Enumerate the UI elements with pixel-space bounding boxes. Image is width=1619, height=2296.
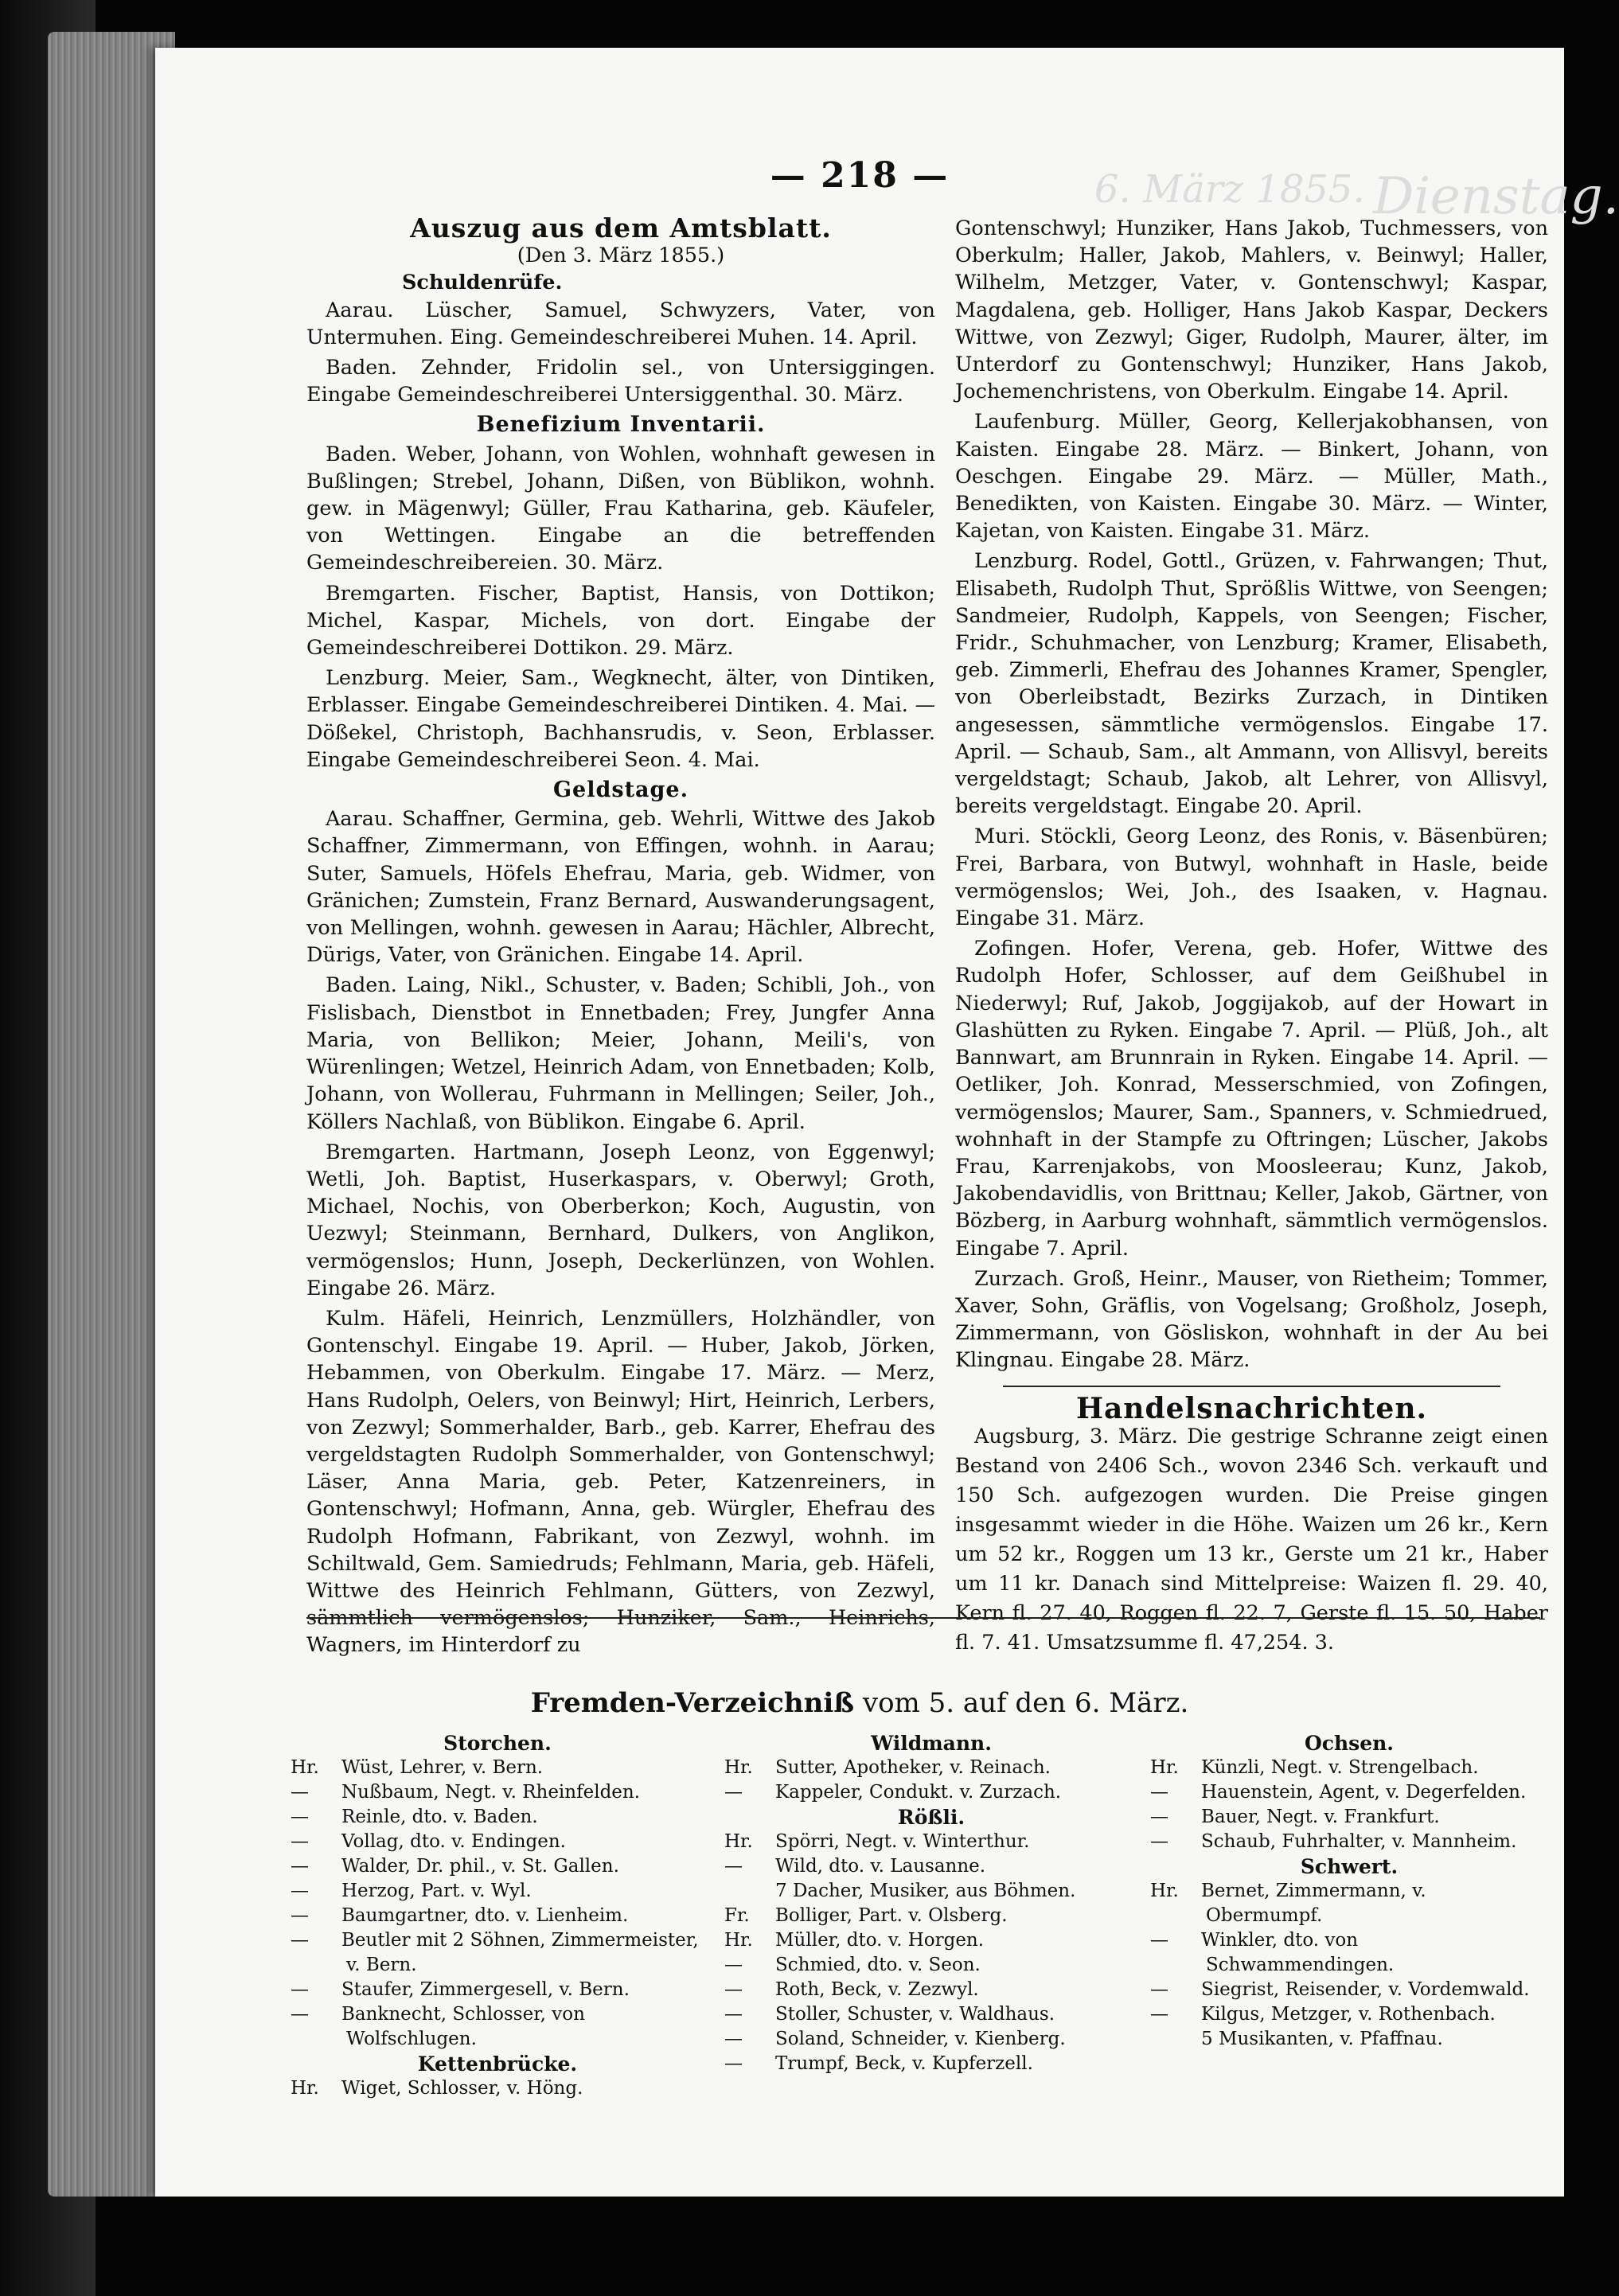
guest-prefix: Hr. (724, 1930, 753, 1951)
entry-paragraph: Bremgarten. Hartmann, Joseph Leonz, von Eggenwyl; Wetli, Joh. Baptist, Huserkaspars, v. Oberwyl; Groth, Michael, Nochis, von Oberberkon; Koch, Augustin, von Uezwyl; Steinmann, Bernhard, Dulkers, von Anglikon, vermögenslos; Hunn, Joseph, Deckerlünzen, von Wohlen. Eingabe 26. März. (306, 1140, 935, 1300)
guest-entry (1150, 1978, 1548, 2002)
entry-paragraph: Laufenburg. Müller, Georg, Kellerjakobhansen, von Kaisten. Eingabe 28. März. — Binkert, Johann, von Oeschgen. Eingabe 29. März. — Müller, Math., Benedikten, von Kaisten. Eingabe 30. März. — Winter, Kajetan, von Kaisten. Eingabe 31. März. (955, 410, 1548, 544)
guest-text: Bauer, Negt. v. Frankfurt. (1201, 1807, 1440, 1827)
guest-entry (291, 1928, 704, 1978)
guest-prefix: — (724, 2029, 743, 2049)
guest-text: Nußbaum, Negt. v. Rheinfelden. (341, 1782, 641, 1803)
newspaper-page (155, 48, 1619, 2197)
guest-entry (291, 1978, 704, 2002)
guest-column-2 (724, 1731, 1138, 2076)
page-number: — 218 — (770, 155, 950, 196)
guest-prefix: — (1150, 1807, 1168, 1827)
guest-text: Vollag, dto. v. Endingen. (341, 1831, 566, 1852)
guest-prefix: — (724, 1856, 743, 1877)
guest-text: Soland, Schneider, v. Kienberg. (775, 2029, 1066, 2049)
guest-entry (724, 1830, 1138, 1854)
guest-text: Siegrist, Reisender, v. Vordemwald. (1201, 1979, 1530, 2000)
guest-text: Winkler, dto. von Schwammendingen. (1201, 1930, 1395, 1975)
guest-text: Wiget, Schlosser, v. Höng. (341, 2078, 583, 2099)
hotel-name: Ochsen. (1304, 1732, 1395, 1755)
entry-paragraph: Aarau. Lüscher, Samuel, Schwyzers, Vater, von Untermuhen. Eing. Gemeindeschreiberei Muhen. 14. April. (306, 298, 935, 349)
guest-prefix: — (724, 2053, 743, 2074)
entry-paragraph: Bremgarten. Fischer, Baptist, Hansis, von Dottikon; Michel, Kaspar, Michels, von dort. Eingabe der Gemeindeschreiberei Dottikon. 29. März. (306, 581, 935, 661)
hotel-name: Schwert. (1300, 1855, 1399, 1878)
guest-entry (724, 1953, 1138, 1978)
guest-text: Spörri, Negt. v. Winterthur. (775, 1831, 1030, 1852)
hotel-name: Rößli. (897, 1806, 966, 1829)
guest-list-title (155, 1687, 1564, 1719)
guest-list-title-bold: Fremden-Verzeichniß (530, 1687, 855, 1719)
left-column (306, 212, 935, 1663)
guest-entry (724, 1854, 1138, 1879)
guest-text: Bolliger, Part. v. Olsberg. (775, 1905, 1008, 1926)
heading-geldstage: Geldstage. (553, 778, 689, 803)
guest-prefix: Hr. (291, 2078, 319, 2099)
guest-text: Baumgartner, dto. v. Lienheim. (341, 1905, 629, 1926)
entry-paragraph: Lenzburg. Meier, Sam., Wegknecht, älter, von Dintiken, Erblasser. Eingabe Gemeindeschreiberei Dintiken. 4. Mai. — Dößekel, Christoph, Bachhansrudis, v. Seon, Erblasser. Eingabe Gemeindeschreiberei Seon. 4. Mai. (306, 666, 935, 772)
guest-entry (1150, 1756, 1548, 1780)
guest-prefix: — (291, 1782, 309, 1803)
guest-prefix: Hr. (724, 1757, 753, 1778)
entry-paragraph: Lenzburg. Rodel, Gottl., Grüzen, v. Fahrwangen; Thut, Elisabeth, Rudolph Thut, Sprößlis Wittwe, von Seengen; Sandmeier, Rudolph, Kappels, von Seengen; Fischer, Fridr., Schuhmacher, von Lenzburg; Kramer, Elisabeth, geb. Zimmerli, Ehefrau des Johannes Kramer, Spengler, von Oberleibstadt, Bezirks Zurzach, in Dintiken angesessen, sämmtliche vermögenslos. Eingabe 17. April. — Schaub, Sam., alt Ammann, von Allisvyl, bereits vergeldstagt; Schaub, Jakob, alt Lehrer, von Allisvyl, bereits vergeldstagt. Eingabe 20. April. (955, 549, 1548, 819)
guest-prefix: — (291, 1831, 309, 1852)
guest-prefix: — (291, 1807, 309, 1827)
guest-entry (291, 1780, 704, 1805)
guest-text: Bernet, Zimmermann, v. Obermumpf. (1201, 1881, 1426, 1926)
divider (1003, 1386, 1500, 1387)
guest-entry (291, 1830, 704, 1854)
guest-text: Herzog, Part. v. Wyl. (341, 1881, 532, 1901)
bleed-through-date: 6. März 1855. (1094, 167, 1365, 212)
guest-prefix: — (1150, 1782, 1168, 1803)
guest-text: Hauenstein, Agent, v. Degerfelden. (1201, 1782, 1527, 1803)
guest-prefix: — (1150, 1979, 1168, 2000)
guest-entry (291, 1756, 704, 1780)
guest-entry (291, 1854, 704, 1879)
entry-paragraph: Zofingen. Hofer, Verena, geb. Hofer, Wittwe des Rudolph Hofer, Schlosser, auf dem Geißhubel in Niederwyl; Ruf, Jakob, Joggijakob, auf der Howart in Glashütten zu Ryken. Eingabe 7. April. — Plüß, Joh., alt Bannwart, am Brunnrain in Ryken. Eingabe 14. April. — Oetliker, Joh. Konrad, Messerschmied, von Zofingen, vermögenslos; Maurer, Sam., Spanners, v. Schmiedrued, wohnhaft in der Stampfe zu Oftringen; Lüscher, Jakobs Frau, Karrenjakobs, von Moosleerau; Kunz, Jakob, Jakobendavidlis, von Brittnau; Keller, Jakob, Gärtner, von Bözberg, in Aarburg wohnhaft, sämmtlich vermögenslos. Eingabe 7. April. (955, 937, 1548, 1261)
guest-prefix: — (291, 1881, 309, 1901)
entry-paragraph: Kulm. Häfeli, Heinrich, Lenzmüllers, Holzhändler, von Gontenschyl. Eingabe 19. April. — Huber, Jakob, Jörken, Hebammen, von Oberkulm. Eingabe 17. März. — Merz, Hans Rudolph, Oelers, von Beinwyl; Hirt, Heinrich, Lerbers, von Zezwyl; Sommerhalder, Barb., geb. Karrer, Ehefrau des vergeldstagten Rudolph Sommerhalder, von Gontenschwyl; Läser, Anna Maria, geb. Peter, Katzenreiners, in Gontenschwyl; Hofmann, Anna, geb. Würgler, Ehefrau des Rudolph Hofmann, Fabrikant, von Zezwyl, wohnh. im Schiltwald, Gem. Samiedruds; Fehlmann, Maria, geb. Häfeli, Wittwe des Heinrich Fehlmann, Gütters, von Zezwyl, sämmtlich vermögenslos; Hunziker, Sam., Heinrichs, Wagners, im Hinterdorf zu (306, 1306, 935, 1658)
heading-schuldenrufe: Schuldenrüfe. (402, 271, 563, 295)
guest-entry (724, 1928, 1138, 1953)
entry-paragraph: Baden. Laing, Nikl., Schuster, v. Baden; Schibli, Joh., von Fislisbach, Dienstbot in Ennetbaden; Frey, Jungfer Anna Maria, von Bellikon; Meier, Johann, Meili's, von Würenlingen; Wetzel, Heinrich Adam, von Ennetbaden; Kolb, Johann, von Wollerau, Fuhrmann in Mellingen; Seiler, Joh., Köllers Nachlaß, von Büblikon. Eingabe 6. April. (306, 973, 935, 1134)
guest-entry (724, 2027, 1138, 2052)
guest-prefix: — (724, 2004, 743, 2025)
guest-prefix: Hr. (1150, 1881, 1179, 1901)
guest-text: Wüst, Lehrer, v. Bern. (341, 1757, 544, 1778)
right-column (955, 215, 1548, 1661)
heading-benefizium: Benefizium Inventarii. (476, 412, 766, 438)
section-title-amtsblatt: Auszug aus dem Amtsblatt. (410, 212, 832, 244)
guest-prefix: — (1150, 1831, 1168, 1852)
guest-text: Schaub, Fuhrhalter, v. Mannheim. (1201, 1831, 1517, 1852)
guest-entry (1150, 2027, 1548, 2052)
guest-prefix: Hr. (291, 1757, 319, 1778)
divider (306, 1617, 1540, 1619)
guest-text: Müller, dto. v. Horgen. (775, 1930, 985, 1951)
guest-text: Roth, Beck, v. Zezwyl. (775, 1979, 979, 2000)
guest-prefix: — (291, 1930, 309, 1951)
guest-text: Staufer, Zimmergesell, v. Bern. (341, 1979, 630, 2000)
guest-entry (724, 2002, 1138, 2027)
guest-prefix: — (291, 1856, 309, 1877)
guest-entry (1150, 1780, 1548, 1805)
guest-text: Banknecht, Schlosser, von Wolfschlugen. (341, 2004, 585, 2049)
guest-text: Walder, Dr. phil., v. St. Gallen. (341, 1856, 619, 1877)
guest-column-3 (1150, 1731, 1548, 2052)
entry-paragraph: Baden. Zehnder, Fridolin sel., von Untersiggingen. Eingabe Gemeindeschreiberei Untersiggenthal. 30. März. (306, 356, 935, 407)
bleed-through-text: Dienstag. (1373, 167, 1619, 226)
issue-date: (Den 3. März 1855.) (517, 244, 725, 268)
guest-text: Kappeler, Condukt. v. Zurzach. (775, 1782, 1062, 1803)
guest-text: Schmied, dto. v. Seon. (775, 1955, 981, 1975)
guest-entry (1150, 1830, 1548, 1854)
section-title-handelsnachrichten: Handelsnachrichten. (1075, 1391, 1428, 1425)
guest-prefix: Fr. (724, 1905, 750, 1926)
guest-entry (1150, 1805, 1548, 1830)
guest-list-title-date: vom 5. auf den 6. März. (854, 1687, 1189, 1719)
guest-column-1 (291, 1731, 704, 2101)
guest-text: 7 Dacher, Musiker, aus Böhmen. (775, 1881, 1076, 1901)
guest-entry (291, 1805, 704, 1830)
guest-entry (1150, 1928, 1548, 1978)
guest-entry (724, 1978, 1138, 2002)
guest-text: Trumpf, Beck, v. Kupferzell. (775, 2053, 1033, 2074)
guest-text: Stoller, Schuster, v. Waldhaus. (775, 2004, 1055, 2025)
guest-entry (724, 1904, 1138, 1928)
guest-entry (1150, 2002, 1548, 2027)
guest-entry (724, 1756, 1138, 1780)
hotel-name: Wildmann. (871, 1732, 992, 1755)
entry-paragraph: Baden. Weber, Johann, von Wohlen, wohnhaft gewesen in Bußlingen; Strebel, Johann, Dißen, von Büblikon, wohnh. gew. in Mägenwyl; Güller, Frau Katharina, geb. Käufeler, von Wettingen. Eingabe an die betreffenden Gemeindeschreibereien. 30. März. (306, 442, 935, 575)
entry-paragraph: Zurzach. Groß, Heinr., Mauser, von Rietheim; Tommer, Xaver, Sohn, Gräflis, von Vogelsang; Großholz, Joseph, Zimmermann, von Gösliskon, wohnhaft in der Au bei Klingnau. Eingabe 28. März. (955, 1266, 1548, 1373)
guest-text: Beutler mit 2 Söhnen, Zimmermeister, v. Bern. (341, 1930, 699, 1975)
guest-text: 5 Musikanten, v. Pfaffnau. (1201, 2029, 1443, 2049)
guest-prefix: — (724, 1782, 743, 1803)
guest-text: Kilgus, Metzger, v. Rothenbach. (1201, 2004, 1496, 2025)
guest-entry (291, 2076, 704, 2101)
entry-paragraph: Aarau. Schaffner, Germina, geb. Wehrli, Wittwe des Jakob Schaffner, Zimmermann, von Effingen, wohnh. in Aarau; Suter, Samuels, Höfels Ehefrau, Maria, geb. Widmer, von Gränichen; Zumstein, Franz Bernard, Auswanderungsagent, von Mellingen, wohnh. gewesen in Aarau; Hächler, Albrecht, Dürigs, Vater, von Gränichen. Eingabe 14. April. (306, 807, 935, 968)
guest-prefix: — (724, 1979, 743, 2000)
guest-prefix: — (291, 2004, 309, 2025)
entry-paragraph: Gontenschwyl; Hunziker, Hans Jakob, Tuchmessers, von Oberkulm; Haller, Jakob, Mahlers, v. Beinwyl; Haller, Wilhelm, Metzger, Vater, v. Gontenschwyl; Kaspar, Magdalena, geb. Holliger, Hans Jakob Kaspar, Deckers Wittwe, von Zezwyl; Giger, Rudolph, Maurer, älter, im Unterdorf zu Gontenschwyl; Hunziker, Hans Jakob, Jochemenchristens, von Oberkulm. Eingabe 14. April. (955, 216, 1548, 404)
guest-entry (1150, 1879, 1548, 1928)
guest-prefix: — (1150, 2004, 1168, 2025)
guest-entry (724, 1780, 1138, 1805)
guest-text: Künzli, Negt. v. Strengelbach. (1201, 1757, 1479, 1778)
guest-prefix: — (1150, 1930, 1168, 1951)
guest-prefix: Hr. (1150, 1757, 1179, 1778)
market-report: Augsburg, 3. März. Die gestrige Schranne zeigt einen Bestand von 2406 Sch., wovon 2346 Sch. verkauft und 150 Sch. aufgezogen wurden. Die Preise gingen insgesammt wieder in die Höhe. Waizen um 26 kr., Kern um 52 kr., Roggen um 13 kr., Gerste um 21 kr., Haber um 11 kr. Danach sind Mittelpreise: Waizen fl. 29. 40, Kern fl. 27. 40, Roggen fl. 22. 7, Gerste fl. 15. 50, Haber fl. 7. 41. Umsatzsumme fl. 47,254. 3. (955, 1424, 1548, 1655)
guest-prefix: — (291, 1905, 309, 1926)
guest-entry (724, 2052, 1138, 2076)
hotel-name: Storchen. (443, 1732, 552, 1755)
guest-entry (291, 2002, 704, 2052)
guest-entry (291, 1879, 704, 1904)
guest-entry (724, 1879, 1138, 1904)
guest-prefix: Hr. (724, 1831, 753, 1852)
guest-prefix: — (724, 1955, 743, 1975)
guest-prefix: — (291, 1979, 309, 2000)
hotel-name: Kettenbrücke. (417, 2052, 578, 2076)
entry-paragraph: Muri. Stöckli, Georg Leonz, des Ronis, v. Bäsenbüren; Frei, Barbara, von Butwyl, wohnhaft in Hasle, beide vermögenslos; Wei, Joh., des Isaaken, v. Hagnau. Eingabe 31. März. (955, 824, 1548, 931)
guest-text: Sutter, Apotheker, v. Reinach. (775, 1757, 1051, 1778)
guest-text: Wild, dto. v. Lausanne. (775, 1856, 986, 1877)
guest-text: Reinle, dto. v. Baden. (341, 1807, 538, 1827)
guest-entry (291, 1904, 704, 1928)
